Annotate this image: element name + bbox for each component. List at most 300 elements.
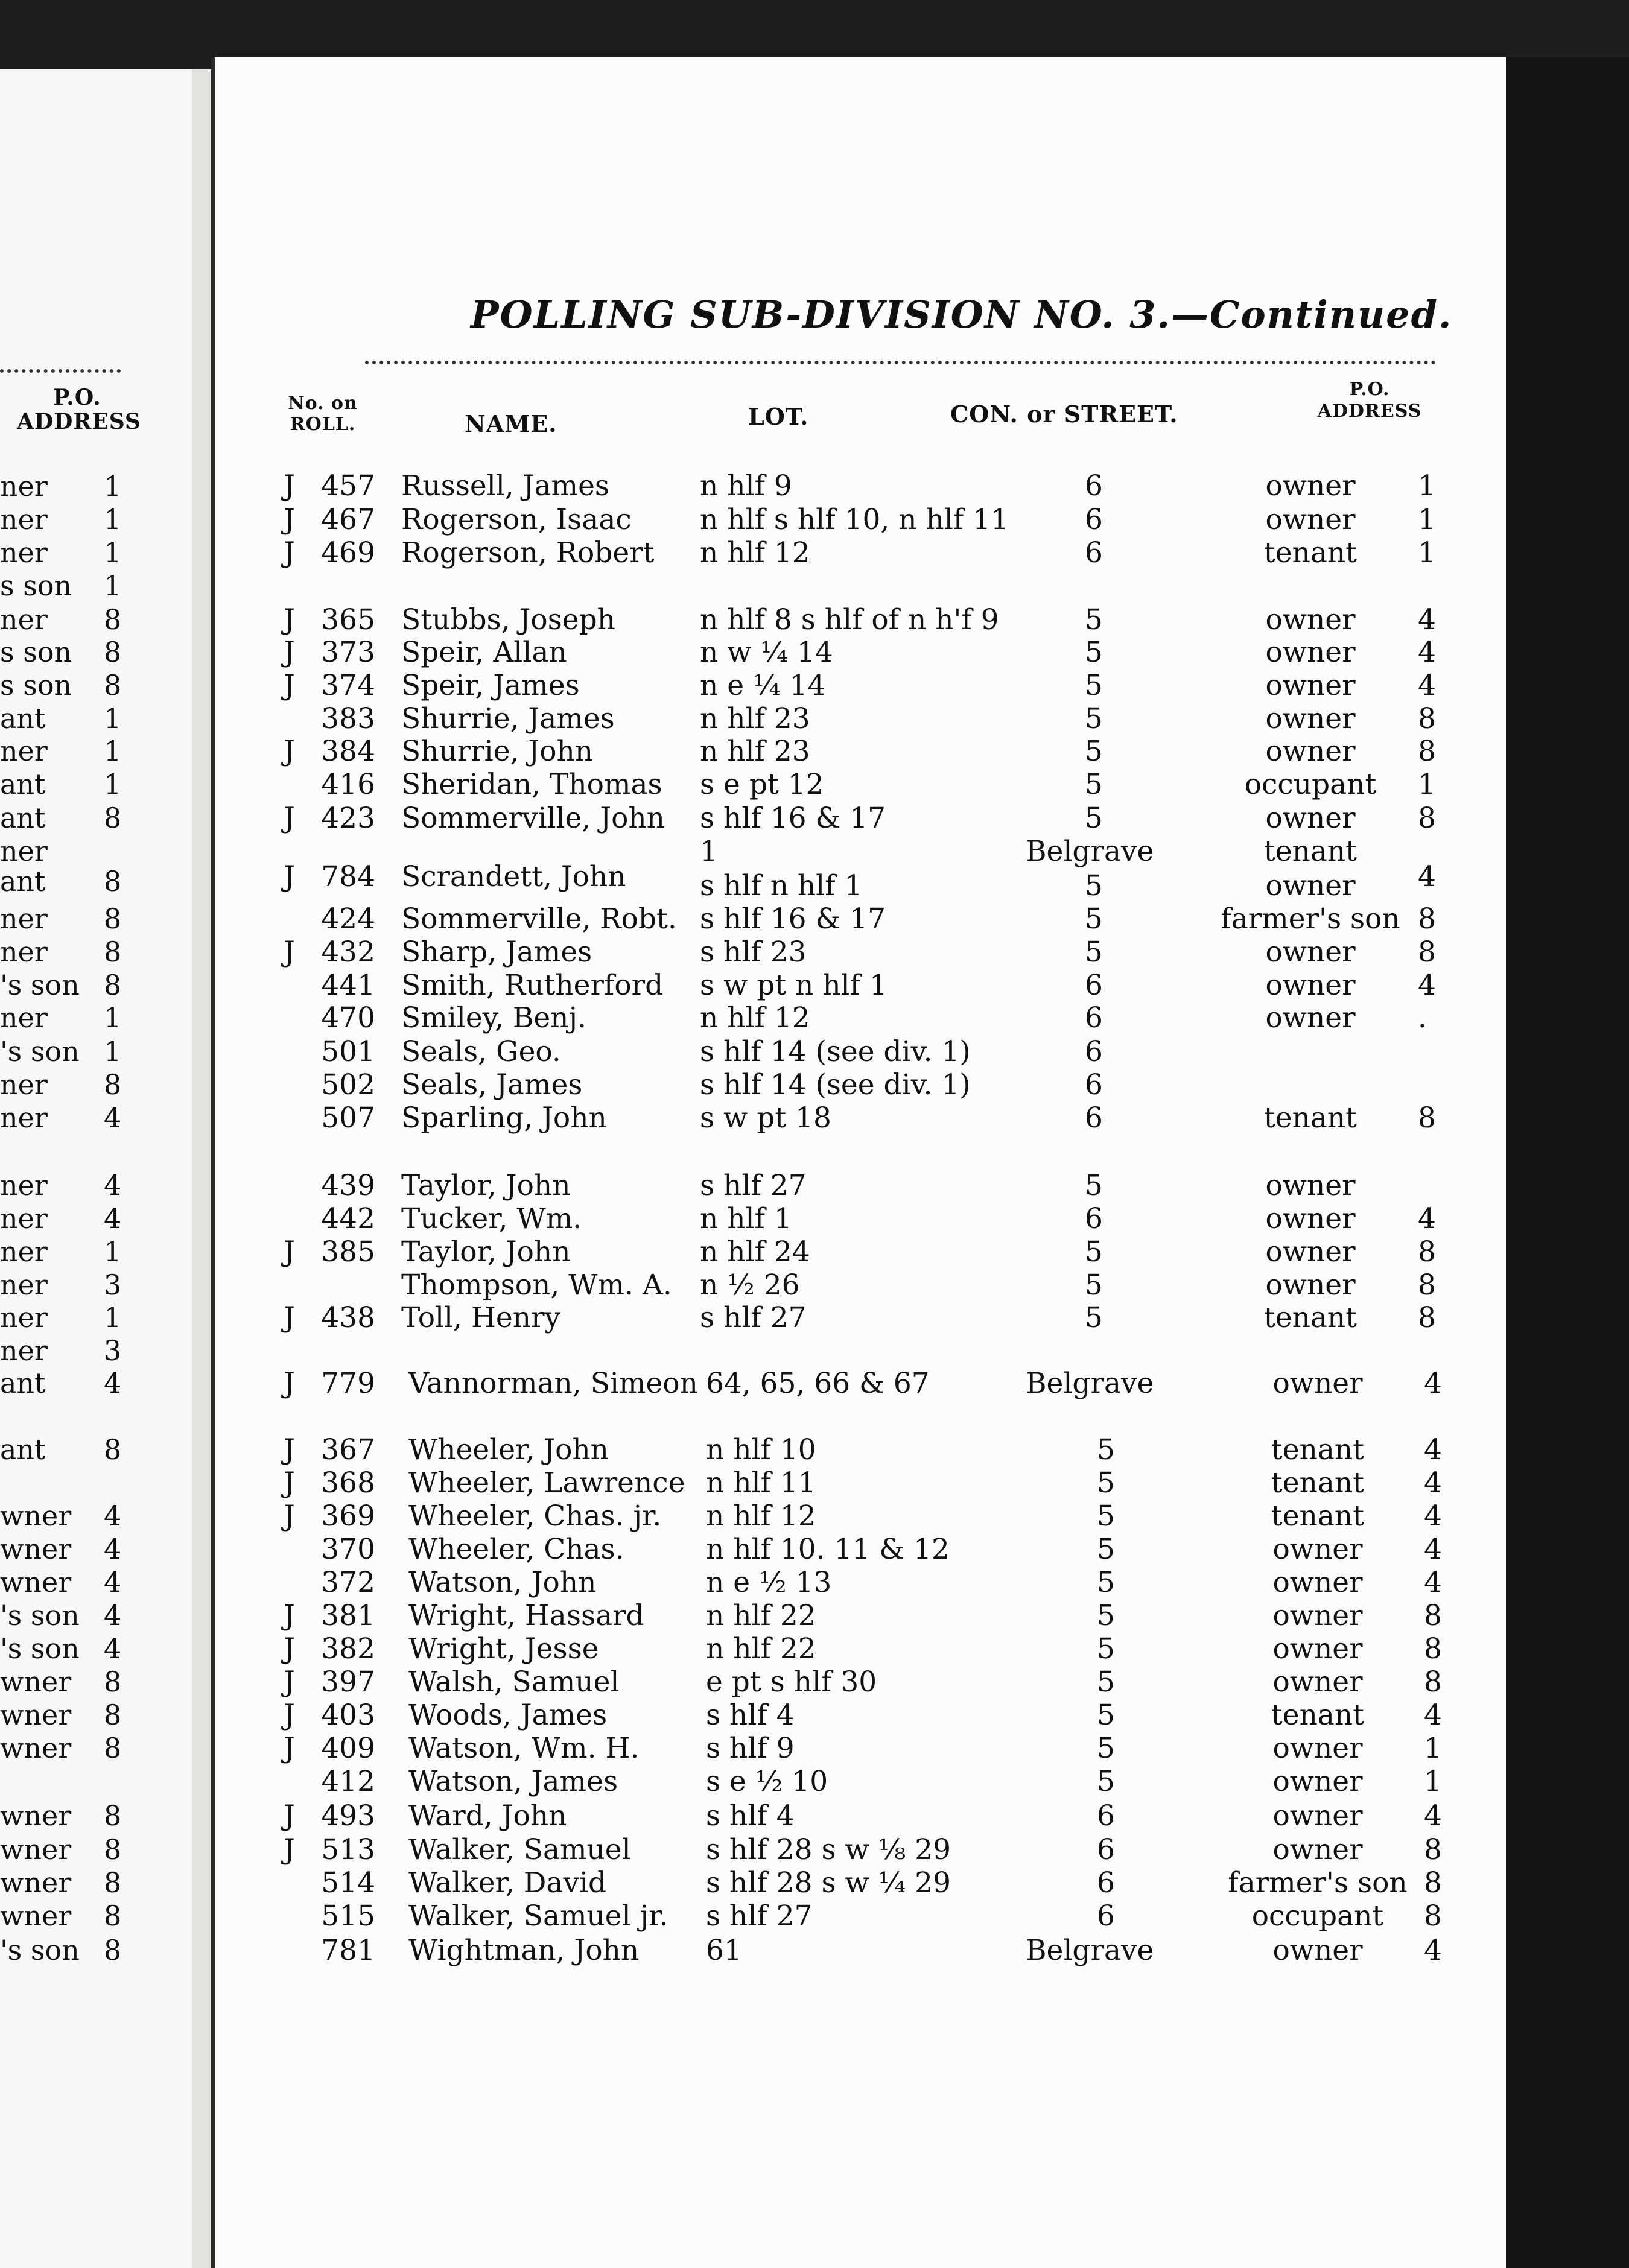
row-po-address: 1 [1418, 768, 1436, 801]
row-lot: n hlf 8 s hlf of n h'f 9 [700, 603, 999, 636]
row-name: Sparling, John [401, 1101, 607, 1135]
row-roll-number: 467 [321, 503, 375, 536]
row-con-street: 5 [1085, 702, 1103, 735]
row-con-street: 6 [1085, 1068, 1103, 1101]
row-j-mark: J [284, 860, 295, 893]
row-con-street: 5 [1085, 669, 1103, 702]
row-con-street: 6 [1085, 1202, 1103, 1235]
row-po-address: 8 [1418, 1301, 1436, 1334]
row-name: Wheeler, John [408, 1433, 609, 1466]
row-lot: s hlf 27 [700, 1169, 807, 1202]
left-row-text: ant [0, 702, 46, 735]
left-row-number: 8 [104, 865, 122, 898]
row-name: Wightman, John [408, 1934, 640, 1967]
row-lot: s hlf 27 [706, 1899, 813, 1933]
row-con-street: 6 [1085, 503, 1103, 536]
left-row-text: ner [0, 536, 48, 569]
row-po-address: 8 [1418, 902, 1436, 936]
left-row-number: 1 [104, 1035, 122, 1068]
left-po-header-text: P.O. ADDRESS [17, 385, 141, 434]
row-roll-number: 412 [321, 1765, 375, 1798]
row-name: Seals, James [401, 1068, 583, 1101]
left-row-number: 4 [104, 1533, 122, 1565]
row-name: Smith, Rutherford [401, 969, 664, 1002]
row-j-mark: J [284, 1466, 295, 1500]
row-po-address: 4 [1424, 1367, 1442, 1400]
left-row-text: ner [0, 735, 48, 767]
row-name: Sommerville, John [401, 802, 665, 835]
row-name: Sheridan, Thomas [401, 768, 662, 801]
row-con-street: 5 [1097, 1466, 1115, 1500]
row-lot: s e pt 12 [700, 768, 824, 801]
row-con-street: 5 [1085, 1269, 1103, 1302]
row-con-street: 5 [1085, 603, 1103, 636]
left-row-text: ner [0, 936, 48, 968]
row-name: Watson, Wm. H. [408, 1732, 640, 1765]
row-j-mark: J [284, 603, 295, 636]
left-row-text: ner [0, 1235, 48, 1268]
row-po-address: 1 [1418, 503, 1436, 536]
row-lot: s hlf 28 s w ¼ 29 [706, 1866, 951, 1899]
row-lot: n hlf 22 [706, 1632, 816, 1665]
row-roll-number: 381 [321, 1599, 375, 1632]
title-dotted-rule [365, 361, 1436, 364]
row-lot: 1 [700, 835, 718, 868]
row-name: Scrandett, John [401, 860, 626, 893]
left-row-text: 's son [0, 1035, 80, 1068]
row-po-address: 4 [1418, 1202, 1436, 1235]
row-name: Stubbs, Joseph [401, 603, 615, 636]
row-name: Walker, Samuel jr. [408, 1899, 668, 1933]
row-roll-number: 367 [321, 1433, 375, 1466]
row-lot: s hlf 23 [700, 936, 807, 969]
row-roll-number: 384 [321, 735, 375, 768]
row-roll-number: 442 [321, 1202, 375, 1235]
row-name: Tucker, Wm. [401, 1202, 582, 1235]
row-po-address: 4 [1418, 969, 1436, 1002]
left-row-number: 4 [104, 1101, 122, 1134]
row-con-street: 5 [1085, 735, 1103, 768]
left-row-text: ant [0, 1433, 46, 1466]
row-con-street: 5 [1085, 636, 1103, 669]
row-j-mark: J [284, 503, 295, 536]
left-row-text: ner [0, 1101, 48, 1134]
row-po-address: 8 [1418, 936, 1436, 969]
left-row-text: ner [0, 1001, 48, 1034]
row-po-address: 4 [1424, 1533, 1442, 1566]
row-j-mark: J [284, 1599, 295, 1632]
row-name: Wright, Hassard [408, 1599, 644, 1632]
left-row-number: 8 [104, 1866, 122, 1899]
row-con-street: 6 [1085, 536, 1103, 569]
row-lot: n hlf 12 [700, 536, 810, 569]
row-name: Thompson, Wm. A. [401, 1269, 672, 1302]
row-name: Watson, James [408, 1765, 618, 1798]
row-po-address: 8 [1424, 1665, 1442, 1699]
row-lot: s e ½ 10 [706, 1765, 828, 1798]
row-lot: n hlf 12 [700, 1001, 810, 1034]
row-roll-number: 502 [321, 1068, 375, 1101]
row-roll-number: 507 [321, 1101, 375, 1135]
row-po-address: 8 [1424, 1866, 1442, 1899]
left-row-text: 's son [0, 969, 80, 1001]
row-con-street: 5 [1097, 1699, 1115, 1732]
left-row-text: wner [0, 1500, 72, 1532]
row-j-mark: J [284, 1235, 295, 1269]
row-lot: n ½ 26 [700, 1269, 800, 1302]
row-po-address: 4 [1418, 636, 1436, 669]
row-name: Taylor, John [401, 1169, 571, 1202]
left-row-number: 8 [104, 802, 122, 834]
row-j-mark: J [284, 1500, 295, 1533]
row-lot: 64, 65, 66 & 67 [706, 1367, 930, 1400]
left-row-number: 1 [104, 1235, 122, 1268]
row-roll-number: 515 [321, 1899, 375, 1933]
row-po-address: 8 [1424, 1833, 1442, 1866]
row-j-mark: J [284, 1732, 295, 1765]
row-con-street: 5 [1085, 768, 1103, 801]
left-row-number: 1 [104, 1001, 122, 1034]
row-con-street: 5 [1085, 1235, 1103, 1269]
con-header: CON. or STREET. [950, 401, 1178, 428]
row-roll-number: 470 [321, 1001, 375, 1034]
row-name: Smiley, Benj. [401, 1001, 586, 1034]
row-name: Sommerville, Robt. [401, 902, 677, 936]
row-po-address: 1 [1418, 536, 1436, 569]
row-roll-number: 469 [321, 536, 375, 569]
left-row-text: s son [0, 636, 72, 668]
row-roll-number: 369 [321, 1500, 375, 1533]
left-row-text: wner [0, 1533, 72, 1565]
left-row-text: wner [0, 1732, 72, 1764]
left-row-text: ner [0, 1334, 48, 1367]
row-roll-number: 441 [321, 969, 375, 1002]
left-row-text: ant [0, 1367, 46, 1399]
left-row-number: 4 [104, 1202, 122, 1235]
left-dotted-rule [0, 369, 121, 373]
row-con-street: 5 [1085, 802, 1103, 835]
row-j-mark: J [284, 1665, 295, 1699]
left-row-number: 4 [104, 1367, 122, 1399]
row-name: Russell, James [401, 469, 610, 502]
left-row-text: ant [0, 768, 46, 800]
left-row-text: ner [0, 1068, 48, 1101]
left-row-number: 3 [104, 1269, 122, 1301]
row-con-street: 5 [1097, 1533, 1115, 1566]
row-lot: s hlf 4 [706, 1699, 795, 1732]
row-name: Vannorman, Simeon [408, 1367, 698, 1400]
left-row-text: ner [0, 1269, 48, 1301]
row-lot: n hlf 24 [700, 1235, 810, 1269]
row-po-address: 4 [1424, 1433, 1442, 1466]
row-roll-number: 365 [321, 603, 375, 636]
row-lot: s hlf 4 [706, 1799, 795, 1832]
row-lot: e pt s hlf 30 [706, 1665, 877, 1699]
row-lot: n hlf 23 [700, 702, 810, 735]
row-con-street: 6 [1085, 1101, 1103, 1135]
row-po-address: 4 [1424, 1699, 1442, 1732]
row-roll-number: 409 [321, 1732, 375, 1765]
left-row-number: 8 [104, 603, 122, 636]
row-con-street: 5 [1097, 1732, 1115, 1765]
row-con-street: 6 [1097, 1799, 1115, 1832]
row-con-street: 5 [1097, 1500, 1115, 1533]
row-roll-number: 423 [321, 802, 375, 835]
left-row-text: wner [0, 1799, 72, 1832]
left-row-number: 1 [104, 1301, 122, 1334]
row-roll-number: 368 [321, 1466, 375, 1500]
row-po-address: . [1418, 1001, 1427, 1034]
row-j-mark: J [284, 802, 295, 835]
row-po-address: 8 [1418, 802, 1436, 835]
row-lot: 61 [706, 1934, 742, 1967]
row-po-address: 8 [1418, 1269, 1436, 1302]
row-roll-number: 383 [321, 702, 375, 735]
row-lot: s hlf 16 & 17 [700, 902, 886, 936]
row-roll-number: 781 [321, 1934, 375, 1967]
left-row-number: 8 [104, 669, 122, 702]
left-row-text: ant [0, 802, 46, 834]
row-lot: s hlf 9 [706, 1732, 795, 1765]
row-con-street: 6 [1097, 1899, 1115, 1933]
left-row-text: ner [0, 902, 48, 935]
row-j-mark: J [284, 1367, 295, 1400]
row-con-street: Belgrave [1026, 1367, 1154, 1400]
row-name: Wheeler, Chas. [408, 1533, 624, 1566]
row-po-address: 4 [1418, 603, 1436, 636]
row-j-mark: J [284, 669, 295, 702]
left-row-number: 1 [104, 503, 122, 536]
row-roll-number: 382 [321, 1632, 375, 1665]
left-row-number: 8 [104, 636, 122, 668]
left-row-number: 8 [104, 969, 122, 1001]
left-row-text: wner [0, 1833, 72, 1866]
row-po-address: 1 [1424, 1765, 1442, 1798]
row-roll-number: 501 [321, 1035, 375, 1068]
roll-header: No. on ROLL. [288, 393, 358, 435]
row-lot: n e ½ 13 [706, 1566, 832, 1599]
left-row-text: ner [0, 470, 48, 502]
row-roll-number: 432 [321, 936, 375, 969]
row-j-mark: J [284, 1433, 295, 1466]
row-roll-number: 374 [321, 669, 375, 702]
left-row-text: 's son [0, 1934, 80, 1966]
row-lot: s w pt n hlf 1 [700, 969, 888, 1002]
row-lot: s hlf 14 (see div. 1) [700, 1068, 971, 1101]
row-j-mark: J [284, 1632, 295, 1665]
left-row-number: 1 [104, 702, 122, 735]
row-roll-number: 403 [321, 1699, 375, 1732]
left-row-text: wner [0, 1866, 72, 1899]
page-title: POLLING SUB-DIVISION NO. 3.—Continued. [471, 293, 1453, 337]
row-name: Taylor, John [401, 1235, 571, 1269]
left-row-number: 8 [104, 1934, 122, 1966]
row-lot: n hlf 10. 11 & 12 [706, 1533, 950, 1566]
left-row-text: ner [0, 603, 48, 636]
row-name: Walker, Samuel [408, 1833, 631, 1866]
row-po-address: 1 [1418, 469, 1436, 502]
left-row-text: wner [0, 1665, 72, 1698]
left-row-text: wner [0, 1566, 72, 1598]
row-lot: n hlf 1 [700, 1202, 792, 1235]
row-j-mark: J [284, 1799, 295, 1832]
row-roll-number: 438 [321, 1301, 375, 1334]
row-j-mark: J [284, 936, 295, 969]
row-po-address: 4 [1424, 1934, 1442, 1967]
left-row-number: 8 [104, 1665, 122, 1698]
row-po-address: 1 [1424, 1732, 1442, 1765]
row-j-mark: J [284, 1699, 295, 1732]
left-row-number: 1 [104, 569, 122, 602]
row-po-address: 8 [1418, 1235, 1436, 1269]
row-lot: n hlf 23 [700, 735, 810, 768]
row-con-street: 5 [1097, 1566, 1115, 1599]
row-lot: n hlf 11 [706, 1466, 816, 1500]
row-roll-number: 514 [321, 1866, 375, 1899]
row-con-street: 5 [1097, 1599, 1115, 1632]
row-con-street: 5 [1085, 1301, 1103, 1334]
row-roll-number: 779 [321, 1367, 375, 1400]
row-name: Watson, John [408, 1566, 597, 1599]
left-row-number: 1 [104, 768, 122, 800]
row-lot: n hlf 12 [706, 1500, 816, 1533]
row-name: Seals, Geo. [401, 1035, 561, 1068]
left-row-number: 1 [104, 470, 122, 502]
row-po-address: 8 [1418, 735, 1436, 768]
row-roll-number: 457 [321, 469, 375, 502]
row-roll-number: 370 [321, 1533, 375, 1566]
row-lot: n w ¼ 14 [700, 636, 833, 669]
scan-background [1506, 57, 1629, 2268]
row-lot: s hlf 27 [700, 1301, 807, 1334]
left-row-number: 8 [104, 1699, 122, 1731]
name-header: NAME. [465, 410, 557, 437]
row-con-street: 5 [1097, 1433, 1115, 1466]
row-roll-number: 424 [321, 902, 375, 936]
row-name: Walker, David [408, 1866, 607, 1899]
row-lot: n hlf 10 [706, 1433, 816, 1466]
left-row-text: s son [0, 669, 72, 702]
row-lot: s hlf 28 s w ⅛ 29 [706, 1833, 951, 1866]
row-j-mark: J [284, 735, 295, 768]
row-con-street: Belgrave [1026, 1934, 1154, 1967]
row-con-street: 6 [1085, 469, 1103, 502]
left-row-text: 's son [0, 1599, 80, 1632]
row-po-address: 8 [1424, 1899, 1442, 1933]
left-row-number: 8 [104, 1899, 122, 1932]
left-row-text: ner [0, 1169, 48, 1202]
row-roll-number: 439 [321, 1169, 375, 1202]
left-row-text: wner [0, 1699, 72, 1731]
row-po-address: 8 [1418, 1101, 1436, 1135]
left-row-number: 4 [104, 1169, 122, 1202]
left-row-number: 4 [104, 1632, 122, 1665]
row-lot: n hlf s hlf 10, n hlf 11 [700, 503, 1009, 536]
lot-header: LOT. [748, 403, 809, 430]
row-name: Shurrie, James [401, 702, 615, 735]
row-lot: n hlf 22 [706, 1599, 816, 1632]
left-row-number: 8 [104, 1068, 122, 1101]
left-row-number: 8 [104, 936, 122, 968]
row-name: Walsh, Samuel [408, 1665, 620, 1699]
row-con-street: 6 [1085, 1001, 1103, 1034]
left-row-number: 8 [104, 1833, 122, 1866]
row-roll-number: 397 [321, 1665, 375, 1699]
left-row-number: 8 [104, 1799, 122, 1832]
row-roll-number: 513 [321, 1833, 375, 1866]
row-j-mark: J [284, 536, 295, 569]
row-j-mark: J [284, 636, 295, 669]
left-row-text: 's son [0, 1632, 80, 1665]
row-roll-number: 385 [321, 1235, 375, 1269]
row-po-address: 4 [1424, 1466, 1442, 1500]
row-name: Shurrie, John [401, 735, 594, 768]
row-po-address: 8 [1424, 1632, 1442, 1665]
row-con-street: 5 [1085, 869, 1103, 902]
row-con-street: 6 [1097, 1833, 1115, 1866]
row-name: Speir, Allan [401, 636, 567, 669]
row-j-mark: J [284, 469, 295, 502]
row-lot: s hlf 16 & 17 [700, 802, 886, 835]
row-name: Wheeler, Lawrence [408, 1466, 685, 1500]
row-po-address: 8 [1418, 702, 1436, 735]
row-po-address: 4 [1424, 1500, 1442, 1533]
left-row-number: 1 [104, 536, 122, 569]
row-roll-number: 784 [321, 860, 375, 893]
left-row-text: ant [0, 865, 46, 898]
row-con-street: 6 [1097, 1866, 1115, 1899]
row-name: Ward, John [408, 1799, 567, 1832]
row-roll-number: 416 [321, 768, 375, 801]
left-row-text: ner [0, 1202, 48, 1235]
left-row-number: 1 [104, 735, 122, 767]
row-po-address: 8 [1424, 1599, 1442, 1632]
left-row-text: wner [0, 1899, 72, 1932]
left-row-number: 8 [104, 902, 122, 935]
left-row-number: 4 [104, 1566, 122, 1598]
left-row-text: ner [0, 1301, 48, 1334]
row-name: Wheeler, Chas. jr. [408, 1500, 662, 1533]
row-name: Sharp, James [401, 936, 592, 969]
left-row-number: 3 [104, 1334, 122, 1367]
row-con-street: 5 [1097, 1632, 1115, 1665]
row-lot: s hlf 14 (see div. 1) [700, 1035, 971, 1068]
row-con-street: 5 [1097, 1765, 1115, 1798]
row-roll-number: 493 [321, 1799, 375, 1832]
row-po-address: 4 [1424, 1566, 1442, 1599]
row-name: Rogerson, Robert [401, 536, 655, 569]
row-j-mark: J [284, 1833, 295, 1866]
row-con-street: 6 [1085, 969, 1103, 1002]
row-con-street: 5 [1085, 1169, 1103, 1202]
row-con-street: Belgrave [1026, 835, 1154, 868]
row-lot: s hlf n hlf 1 [700, 869, 863, 902]
row-con-street: 5 [1085, 902, 1103, 936]
left-row-text: ner [0, 835, 48, 867]
row-lot: n e ¼ 14 [700, 669, 826, 702]
left-row-text: s son [0, 569, 72, 602]
row-po-address: 4 [1418, 860, 1436, 893]
left-row-number: 8 [104, 1732, 122, 1764]
row-con-street: 6 [1085, 1035, 1103, 1068]
row-name: Speir, James [401, 669, 580, 702]
row-name: Rogerson, Isaac [401, 503, 632, 536]
row-roll-number: 372 [321, 1566, 375, 1599]
left-po-header [17, 385, 141, 434]
row-po-address: 4 [1424, 1799, 1442, 1832]
left-row-number: 4 [104, 1599, 122, 1632]
row-roll-number: 373 [321, 636, 375, 669]
